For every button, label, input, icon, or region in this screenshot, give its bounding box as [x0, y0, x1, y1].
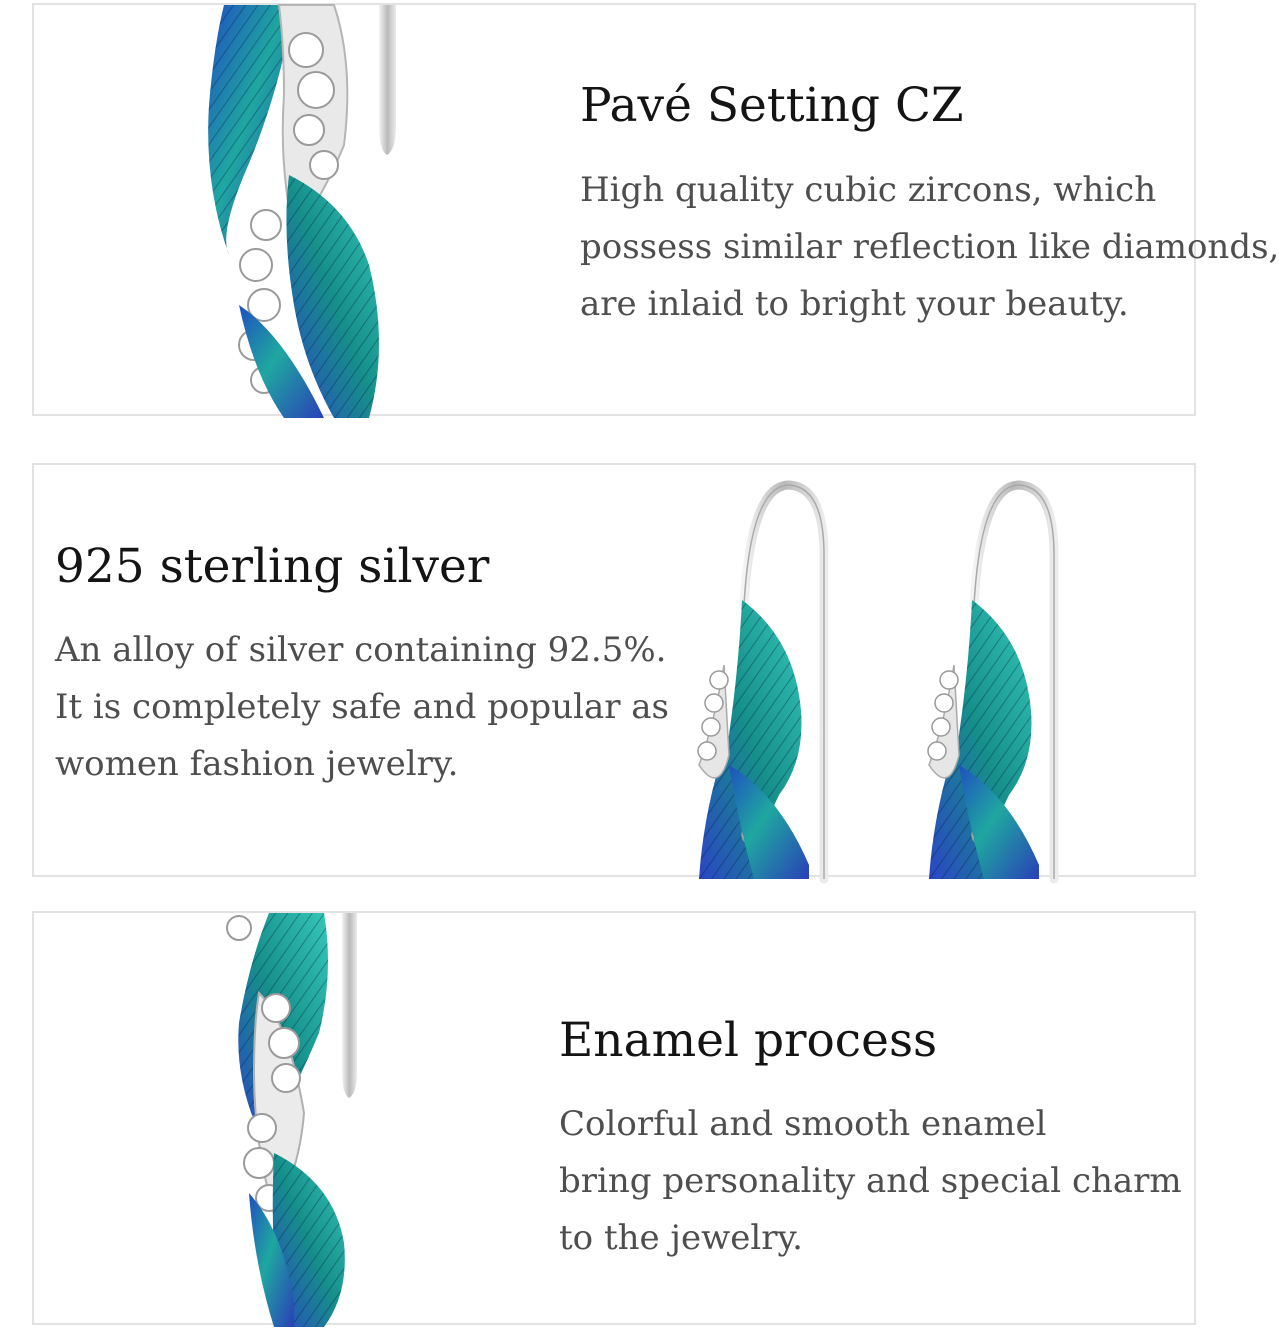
feature-panel-enamel-process — [32, 911, 1196, 1325]
feature-panel-sterling-silver — [32, 463, 1196, 877]
description-line: possess similar reflection like diamonds, — [580, 227, 1279, 267]
description-line: are inlaid to bright your beauty. — [580, 284, 1129, 324]
section-description — [55, 622, 669, 793]
section-title: Enamel process — [559, 1013, 938, 1068]
description-line: bring personality and special charm — [559, 1161, 1182, 1201]
feather-earring-closeup-image — [184, 5, 414, 418]
feather-earrings-pair-image — [659, 465, 1079, 879]
description-line: women fashion jewelry. — [55, 744, 459, 784]
section-title: Pavé Setting CZ — [580, 78, 964, 133]
feather-earring-detail-image — [214, 913, 414, 1327]
section-description — [580, 162, 1279, 333]
description-line: High quality cubic zircons, which — [580, 170, 1157, 210]
section-title: 925 sterling silver — [55, 539, 490, 594]
description-line: It is completely safe and popular as — [55, 687, 670, 727]
feature-panel-pave-setting — [32, 3, 1279, 416]
section-description — [559, 1096, 1182, 1267]
description-line: An alloy of silver containing 92.5%. — [55, 630, 667, 670]
description-line: Colorful and smooth enamel — [559, 1104, 1047, 1144]
description-line: to the jewelry. — [559, 1218, 803, 1258]
